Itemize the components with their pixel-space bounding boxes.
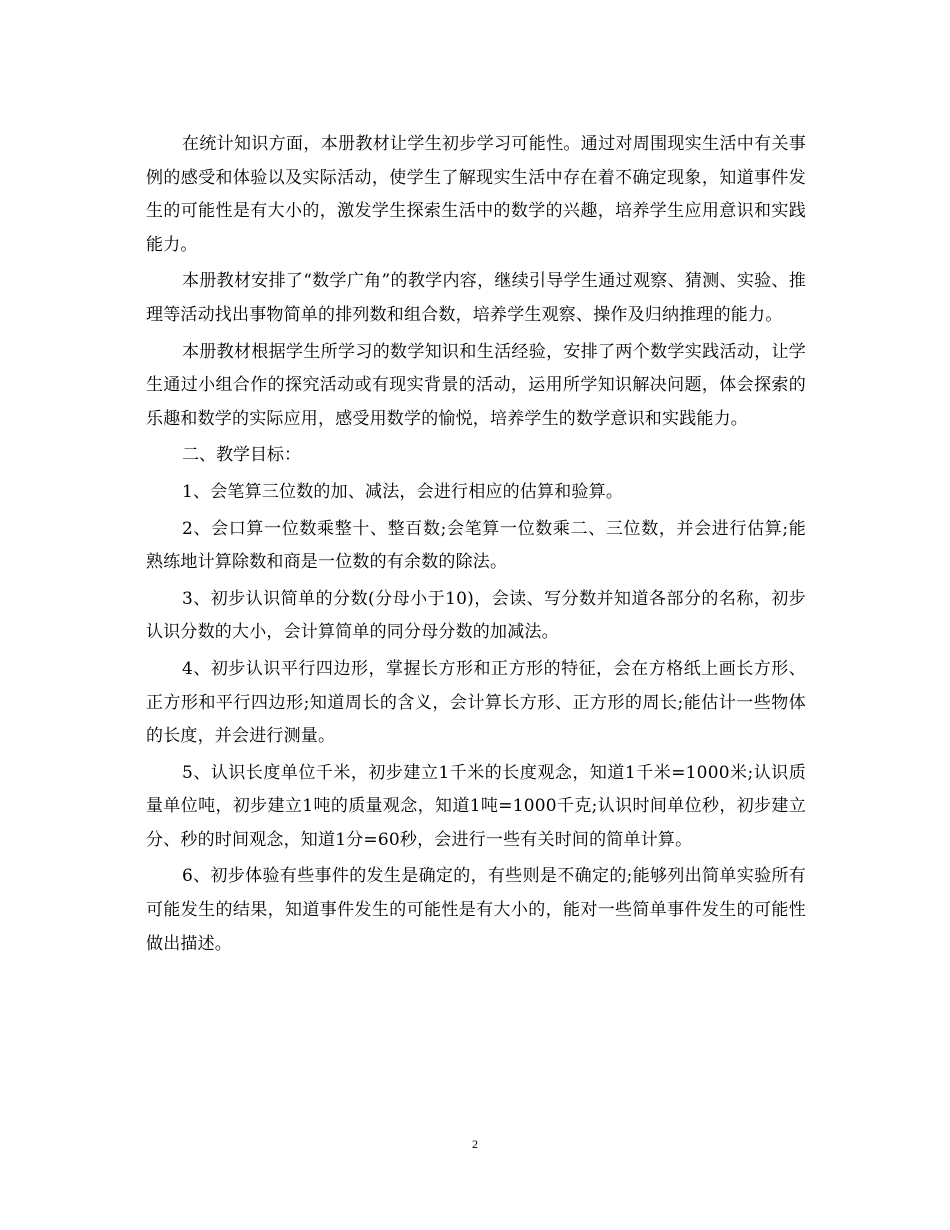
paragraph-practice-activities: 本册教材根据学生所学习的数学知识和生活经验，安排了两个数学实践活动，让学生通过小组合作的探究活动或有现实背景的活动，运用所学知识解决问题，体会探索的乐趣和数学的实际应用，感受用数学的愉悦，培养学生的数学意识和实践能力。	[146, 341, 806, 429]
objective-item: 3、初步认识简单的分数(分母小于10)，会读、写分数并知道各部分的名称，初步认识分数的大小，会计算简单的同分母分数的加减法。	[146, 588, 806, 643]
page-number: 2	[472, 1137, 478, 1151]
paragraph-math-corner: 本册教材安排了“数学广角”的教学内容，继续引导学生通过观察、猜测、实验、推理等活动找出事物简单的排列数和组合数，培养学生观察、操作及归纳推理的能力。	[146, 271, 806, 325]
paragraph-statistics: 在统计知识方面，本册教材让学生初步学习可能性。通过对周围现实生活中有关事例的感受和体验以及实际活动，使学生了解现实生活中存在着不确定现象，知道事件发生的可能性是有大小的，激发学生探索生活中的数学的兴趣，培养学生应用意识和实践能力。	[146, 134, 806, 255]
section-heading-objectives: 二、教学目标：	[182, 445, 301, 466]
objective-item: 5、认识长度单位千米，初步建立1千米的长度观念，知道1千米=1000米;认识质量单位吨，初步建立1吨的质量观念，知道1吨=1000千克;认识时间单位秒，初步建立分、秒的时间观念，知道1分=60秒，会进行一些有关时间的简单计算。	[146, 762, 806, 850]
document-body	[146, 128, 806, 964]
objective-item: 1、会笔算三位数的加、减法，会进行相应的估算和验算。	[182, 481, 624, 502]
objective-item: 4、初步认识平行四边形，掌握长方形和正方形的特征，会在方格纸上画长方形、正方形和平行四边形;知道周长的含义，会计算长方形、正方形的周长;能估计一些物体的长度，并会进行测量。	[146, 658, 806, 747]
objective-item: 6、初步体验有些事件的发生是确定的，有些则是不确定的;能够列出简单实验所有可能发生的结果，知道事件发生的可能性是有大小的，能对一些简单事件发生的可能性做出描述。	[146, 866, 806, 954]
objective-item: 2、会口算一位数乘整十、整百数;会笔算一位数乘二、三位数，并会进行估算;能熟练地计算除数和商是一位数的有余数的除法。	[146, 518, 806, 573]
